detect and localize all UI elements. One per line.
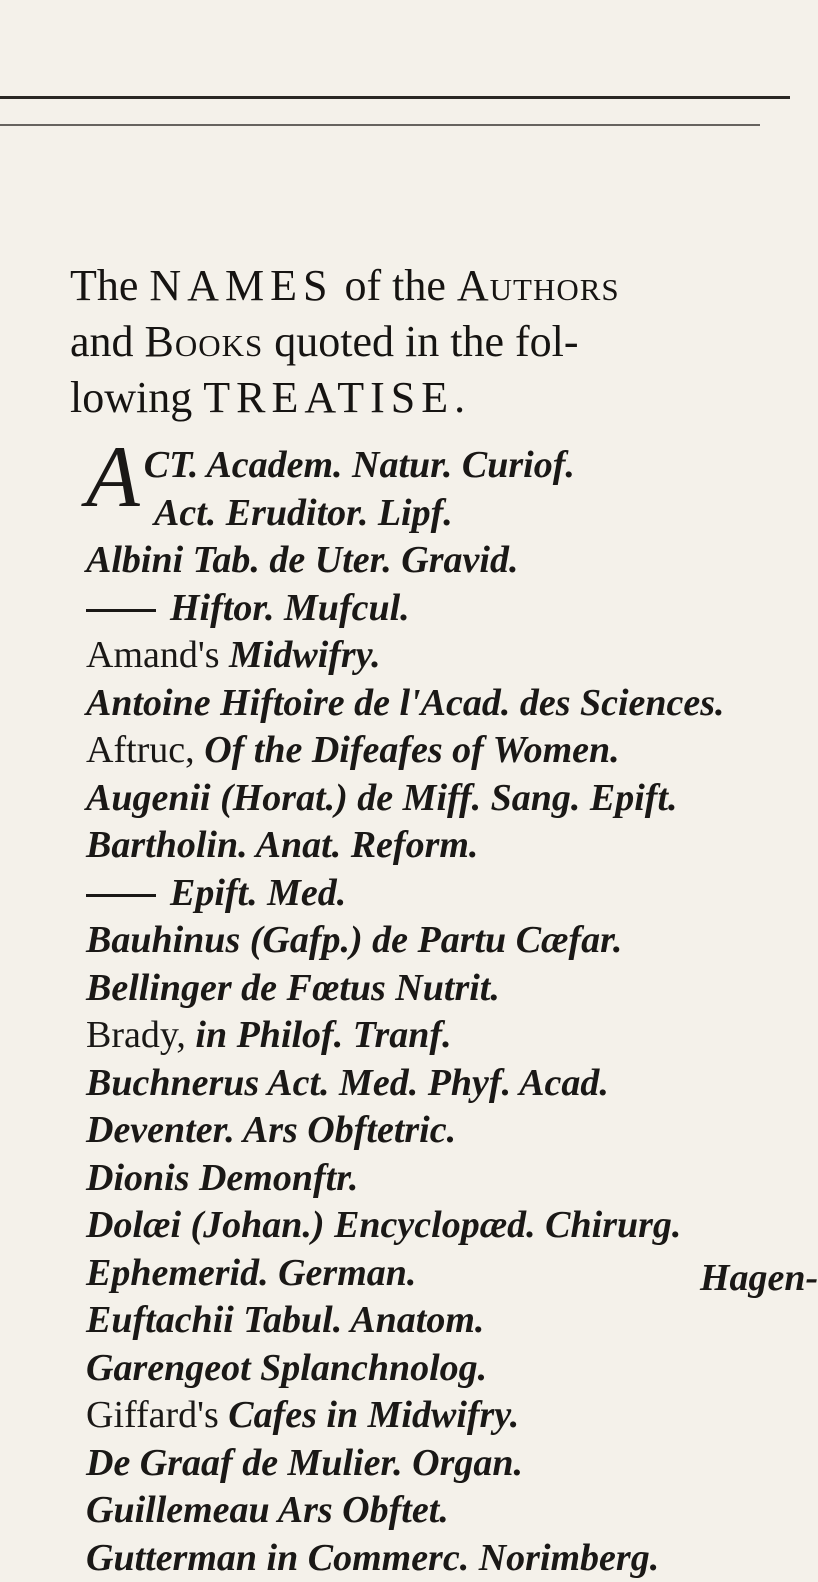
page-title: [70, 258, 740, 426]
list-item: Dionis Demonftr.: [86, 1155, 746, 1203]
list-item: Dolæi (Johan.) Encyclopæd. Chirurg.: [86, 1202, 746, 1250]
second-rule: [0, 124, 760, 126]
entries-list: [86, 442, 746, 1582]
list-item: Guillemeau Ars Obftet.: [86, 1487, 746, 1535]
list-item: Albini Tab. de Uter. Gravid.: [86, 537, 746, 585]
list-item: Amand's Midwifry.: [86, 632, 746, 680]
drop-capital: A: [86, 438, 140, 518]
title-line-3: lowing TREATISE.: [70, 370, 740, 426]
list-item: Gutterman in Commerc. Norimberg.: [86, 1535, 746, 1582]
title-line-1: The NAMES of the Authors: [70, 258, 740, 314]
list-item: Bellinger de Fœtus Nutrit.: [86, 965, 746, 1013]
list-item: Giffard's Cafes in Midwifry.: [86, 1392, 746, 1440]
list-item: Ephemerid. German.: [86, 1250, 746, 1298]
list-item: Garengeot Splanchnolog.: [86, 1345, 746, 1393]
list-item: ACT. Academ. Natur. Curiof.: [86, 442, 746, 490]
title-line-2: and Books quoted in the fol-: [70, 314, 740, 370]
list-item: Bauhinus (Gafp.) de Partu Cæfar.: [86, 917, 746, 965]
list-item: Buchnerus Act. Med. Phyf. Acad.: [86, 1060, 746, 1108]
ditto-dash: [86, 894, 156, 897]
list-item: Hiftor. Mufcul.: [86, 585, 746, 633]
top-rule: [0, 96, 790, 99]
list-item: Euftachii Tabul. Anatom.: [86, 1297, 746, 1345]
list-item: Antoine Hiftoire de l'Acad. des Sciences.: [86, 680, 746, 728]
list-item: De Graaf de Mulier. Organ.: [86, 1440, 746, 1488]
list-item: Brady, in Philof. Tranf.: [86, 1012, 746, 1060]
list-item: Act. Eruditor. Lipf.: [86, 490, 746, 538]
list-item: Epift. Med.: [86, 870, 746, 918]
list-item: Deventer. Ars Obftetric.: [86, 1107, 746, 1155]
ditto-dash: [86, 609, 156, 612]
list-item: Aftruc, Of the Difeafes of Women.: [86, 727, 746, 775]
list-item: Augenii (Horat.) de Miff. Sang. Epift.: [86, 775, 746, 823]
list-item: Bartholin. Anat. Reform.: [86, 822, 746, 870]
catchword: Hagen-: [700, 1256, 818, 1300]
